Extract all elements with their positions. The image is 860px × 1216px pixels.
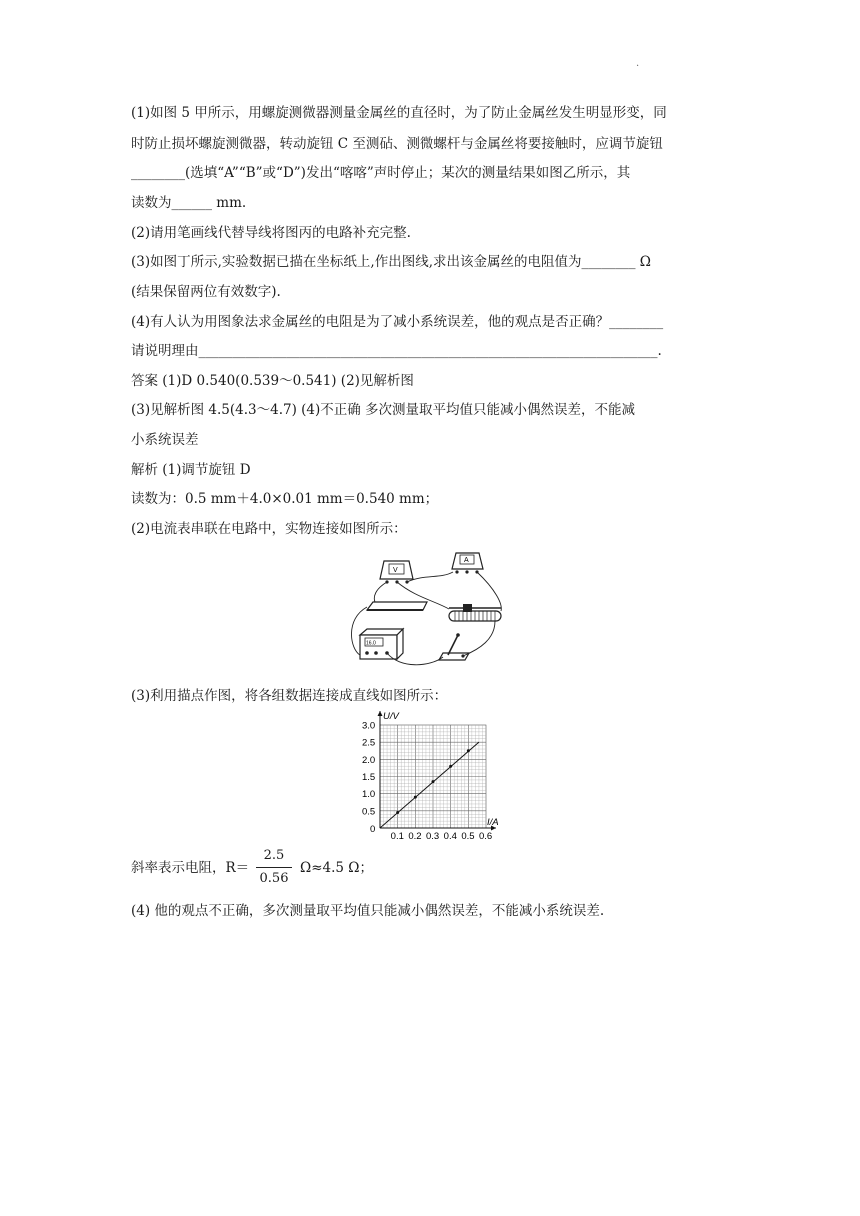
y-tick-label: 1.0 (362, 789, 376, 801)
analysis-line-6: (4) 他的观点不正确，多次测量取平均值只能减小偶然误差，不能减小系统误差. (131, 903, 605, 919)
formula-denominator: 0.56 (259, 871, 289, 886)
data-point (396, 811, 399, 814)
question-4-line-2: 请说明理由____________________________________________________________________. (131, 343, 662, 359)
y-tick-label: 3.0 (362, 720, 376, 732)
voltmeter-symbol: V (393, 567, 398, 574)
data-point (432, 780, 435, 783)
voltmeter (380, 561, 413, 584)
formula-numerator: 2.5 (263, 848, 285, 863)
x-tick-label: 0.4 (443, 831, 457, 842)
y-tick-label: 2.5 (362, 737, 376, 749)
answer-line-2: (3)见解析图 4.5(4.3～4.7) (4)不正确 多次测量取平均值只能减小偶然误差，不能减 (131, 402, 636, 418)
analysis-line-4: (3)利用描点作图，将各组数据连接成直线如图所示： (131, 688, 448, 704)
question-1-line-2: 时防止损坏螺旋测微器，转动旋钮 C 至测砧、测微螺杆与金属丝将要接触时，应调节旋钮 (131, 136, 663, 152)
question-4-line-1: (4)有人认为用图象法求金属丝的电阻是为了减小系统误差，他的观点是否正确？________ (131, 314, 664, 330)
x-axis-label: I/A (487, 817, 499, 828)
y-axis-arrow (378, 711, 383, 716)
ammeter-symbol: A (464, 557, 469, 564)
question-3-line-1: (3)如图丁所示,实验数据已描在坐标纸上,作出图线,求出该金属丝的电阻值为________ Ω (131, 254, 651, 270)
analysis-line-3: (2)电流表串联在电路中，实物连接如图所示： (131, 521, 407, 537)
question-2: (2)请用笔画线代替导线将图丙的电路补充完整. (131, 225, 411, 241)
origin-label: 0 (370, 824, 376, 835)
u-i-chart (352, 703, 512, 843)
formula-suffix: Ω≈4.5 Ω； (300, 860, 373, 876)
y-tick-label: 2.0 (362, 754, 376, 766)
data-point (467, 749, 470, 752)
fraction-bar (256, 867, 292, 868)
y-axis-label: U/V (383, 711, 399, 722)
answer-line-1: 答案 (1)D 0.540(0.539～0.541) (2)见解析图 (131, 373, 414, 389)
question-1-line-3: ________(选填“A”“B”或“D”)发出“喀喀”声时停止；某次的测量结果如图乙所示，其 (131, 165, 631, 181)
rheostat (449, 604, 501, 621)
analysis-line-1: 解析 (1)调节旋钮 D (131, 462, 251, 478)
switch (439, 633, 469, 660)
data-point (449, 765, 452, 768)
wire-board (367, 602, 427, 610)
supply-display: 16.0 (366, 640, 376, 647)
x-tick-label: 0.2 (408, 831, 422, 842)
data-point (414, 796, 417, 799)
question-1-line-4: 读数为______ mm. (131, 195, 247, 211)
formula-prefix: 斜率表示电阻，R＝ (131, 860, 250, 876)
y-tick-label: 0.5 (362, 806, 376, 818)
ammeter (452, 553, 483, 574)
x-tick-label: 0.1 (390, 831, 404, 842)
x-tick-label: 0.5 (461, 831, 475, 842)
y-tick-label: 1.5 (362, 772, 376, 783)
answer-line-3: 小系统误差 (131, 432, 199, 448)
x-tick-label: 0.6 (479, 831, 493, 842)
power-supply (360, 629, 403, 659)
question-3-line-2: (结果保留两位有效数字). (131, 284, 281, 300)
header-dot: . (636, 58, 640, 69)
x-tick-label: 0.3 (426, 831, 440, 842)
question-1-line-1: (1)如图 5 甲所示，用螺旋测微器测量金属丝的直径时，为了防止金属丝发生明显形变，同 (131, 105, 667, 121)
circuit-figure (345, 549, 515, 674)
analysis-line-2: 读数为：0.5 mm＋4.0×0.01 mm＝0.540 mm； (131, 491, 439, 507)
